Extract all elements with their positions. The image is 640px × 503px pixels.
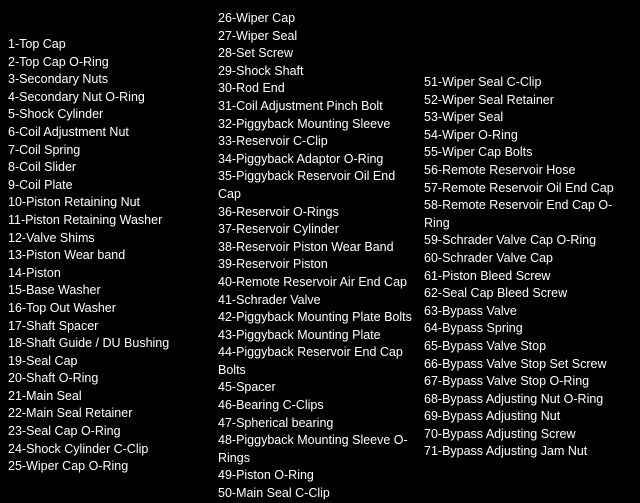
list-item: 55-Wiper Cap Bolts [424, 145, 533, 160]
list-item: 7-Coil Spring [8, 142, 81, 157]
list-item: 48-Piggyback Mounting Sleeve O-Rings [218, 433, 408, 465]
parts-list-column-1 [8, 0, 214, 476]
list-item: 34-Piggyback Adaptor O-Ring [218, 151, 384, 166]
list-item: 28-Set Screw [218, 46, 294, 61]
list-item: 37-Reservoir Cylinder [218, 222, 339, 237]
list-item: 27-Wiper Seal [218, 28, 298, 43]
list-item: 2-Top Cap O-Ring [8, 54, 109, 69]
list-item: 45-Spacer [218, 380, 276, 395]
list-item: 60-Schrader Valve Cap [424, 250, 554, 265]
list-item: 50-Main Seal C-Clip [218, 486, 330, 501]
list-item: 43-Piggyback Mounting Plate [218, 327, 381, 342]
list-item: 42-Piggyback Mounting Plate Bolts [218, 310, 412, 325]
list-item: 16-Top Out Washer [8, 300, 116, 315]
list-item: 58-Remote Reservoir End Cap O-Ring [424, 198, 613, 230]
list-item: 11-Piston Retaining Washer [8, 212, 163, 227]
list-item: 9-Coil Plate [8, 177, 73, 192]
list-item: 8-Coil Slider [8, 160, 77, 175]
list-item: 54-Wiper O-Ring [424, 127, 518, 142]
list-item: 47-Spherical bearing [218, 415, 334, 430]
list-item: 14-Piston [8, 265, 61, 280]
list-item: 66-Bypass Valve Stop Set Screw [424, 356, 607, 371]
list-item: 68-Bypass Adjusting Nut O-Ring [424, 391, 604, 406]
list-item: 51-Wiper Seal C-Clip [424, 75, 542, 89]
list-item: 5-Shock Cylinder [8, 107, 104, 122]
list-item: 39-Reservoir Piston [218, 257, 328, 272]
list-item: 56-Remote Reservoir Hose [424, 162, 576, 177]
list-item: 38-Reservoir Piston Wear Band [218, 239, 394, 254]
list-item: 70-Bypass Adjusting Screw [424, 426, 576, 441]
list-item: 26-Wiper Cap [218, 11, 296, 25]
list-item: 71-Bypass Adjusting Jam Nut [424, 444, 588, 459]
list-item: 22-Main Seal Retainer [8, 406, 133, 421]
parts-list-column-2 [218, 0, 418, 503]
list-item: 23-Seal Cap O-Ring [8, 424, 121, 439]
list-item: 19-Seal Cap [8, 353, 78, 368]
list-item: 69-Bypass Adjusting Nut [424, 409, 561, 424]
list-item: 15-Base Washer [8, 283, 101, 298]
list-item: 49-Piston O-Ring [218, 468, 314, 483]
list-item: 62-Seal Cap Bleed Screw [424, 286, 568, 301]
parts-list-column-3 [424, 0, 636, 461]
list-item: 65-Bypass Valve Stop [424, 338, 547, 353]
list-item: 41-Schrader Valve [218, 292, 321, 307]
list-item: 10-Piston Retaining Nut [8, 195, 141, 210]
list-item: 17-Shaft Spacer [8, 318, 99, 333]
list-item: 20-Shaft O-Ring [8, 371, 99, 386]
list-item: 6-Coil Adjustment Nut [8, 124, 129, 139]
list-item: 40-Remote Reservoir Air End Cap [218, 274, 407, 289]
list-item: 35-Piggyback Reservoir Oil End Cap [218, 169, 396, 201]
list-item: 3-Secondary Nuts [8, 72, 109, 87]
list-item: 21-Main Seal [8, 388, 82, 403]
list-item: 18-Shaft Guide / DU Bushing [8, 336, 170, 351]
list-item: 13-Piston Wear band [8, 248, 126, 263]
list-item: 44-Piggyback Reservoir End Cap Bolts [218, 345, 403, 377]
list-item: 53-Wiper Seal [424, 110, 504, 125]
list-item: 52-Wiper Seal Retainer [424, 92, 554, 107]
list-item: 25-Wiper Cap O-Ring [8, 459, 129, 474]
list-item: 29-Shock Shaft [218, 63, 304, 78]
list-item: 1-Top Cap [8, 37, 66, 51]
list-item: 30-Rod End [218, 81, 285, 96]
list-item: 32-Piggyback Mounting Sleeve [218, 116, 391, 131]
list-item: 4-Secondary Nut O-Ring [8, 89, 145, 104]
list-item: 33-Reservoir C-Clip [218, 134, 328, 149]
list-item: 61-Piston Bleed Screw [424, 268, 551, 283]
list-item: 36-Reservoir O-Rings [218, 204, 339, 219]
list-item: 64-Bypass Spring [424, 321, 523, 336]
list-item: 12-Valve Shims [8, 230, 95, 245]
list-item: 46-Bearing C-Clips [218, 398, 324, 413]
list-item: 67-Bypass Valve Stop O-Ring [424, 374, 590, 389]
list-item: 59-Schrader Valve Cap O-Ring [424, 233, 597, 248]
list-item: 63-Bypass Valve [424, 303, 517, 318]
list-item: 31-Coil Adjustment Pinch Bolt [218, 98, 383, 113]
list-item: 24-Shock Cylinder C-Clip [8, 441, 149, 456]
list-item: 57-Remote Reservoir Oil End Cap [424, 180, 614, 195]
